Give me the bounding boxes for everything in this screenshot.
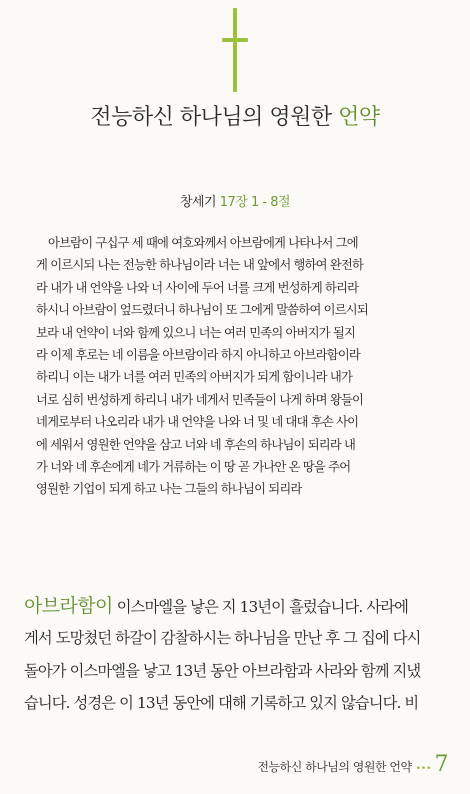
- scripture-line: 네게로부터 나오리라 내가 내 언약을 나와 너 및 네 대대 후손 사이: [36, 415, 359, 430]
- body-line: 게서 도망쳤던 하갈이 감찰하시는 하나님을 만난 후 그 집에 다시: [24, 629, 421, 648]
- body-text: [24, 590, 454, 720]
- title-main: 전능하신 하나님의 영원한: [90, 105, 332, 130]
- scripture-line: 아브람이 구십구 세 때에 여호와께서 아브람에게 나타나서 그에: [48, 236, 358, 250]
- lead-word: 아브라함이: [24, 595, 113, 617]
- scripture-line: 라 이제 후로는 네 이름을 아브람이라 하지 아니하고 아브라함이라: [36, 347, 360, 362]
- page-number: 7: [434, 752, 448, 777]
- scripture-reference: [0, 191, 470, 210]
- title-accent: 언약: [338, 105, 380, 130]
- scripture-line: 가 너와 네 후손에게 네가 거류하는 이 땅 곧 가나안 온 땅을 주어: [36, 459, 351, 474]
- scripture-line: 하리니 이는 내가 너를 여러 민족의 아버지가 되게 함이니라 내가: [36, 370, 353, 385]
- scripture-passage: [36, 232, 436, 501]
- body-line: [24, 590, 454, 622]
- cross-icon: [222, 8, 248, 92]
- scripture-line: 너로 심히 번성하게 하리니 내가 네게서 민족들이 나게 하며 왕들이: [36, 392, 364, 407]
- body-line: 돌아가 이스마엘을 낳고 13년 동안 아브라함과 사라와 함께 지냈: [24, 661, 421, 680]
- scripture-line: 보라 내 언약이 너와 함께 있으니 너는 여러 민족의 아버지가 될지: [36, 325, 356, 340]
- reference-range: 17장 1 - 8절: [219, 195, 291, 210]
- scripture-line: 영원한 기업이 되게 하고 나는 그들의 하나님이 되리라: [36, 482, 302, 497]
- running-title: 전능하신 하나님의 영원한 언약: [257, 760, 412, 774]
- scripture-line: 하시니 아브람이 엎드렸더니 하나님이 또 그에게 말씀하여 이르시되: [36, 303, 368, 318]
- scripture-line: 라 내가 내 언약을 나와 너 사이에 두어 너를 크게 번성하게 하리라: [36, 280, 359, 295]
- reference-book: 창세기: [179, 195, 217, 210]
- body-line-rest: 이스마엘을 낳은 지 13년이 흘렀습니다. 사라에: [112, 598, 408, 616]
- footer-separator: •••: [415, 764, 432, 774]
- scripture-line: 게 이르시되 나는 전능한 하나님이라 너는 내 앞에서 행하여 완전하: [36, 258, 364, 273]
- page-footer: [257, 752, 448, 777]
- body-line: 습니다. 성경은 이 13년 동안에 대해 기록하고 있지 않습니다. 비: [24, 694, 419, 713]
- scripture-line: 에 세워서 영원한 언약을 삼고 너와 네 후손의 하나님이 되리라 내: [36, 437, 356, 452]
- page-title: [0, 100, 470, 131]
